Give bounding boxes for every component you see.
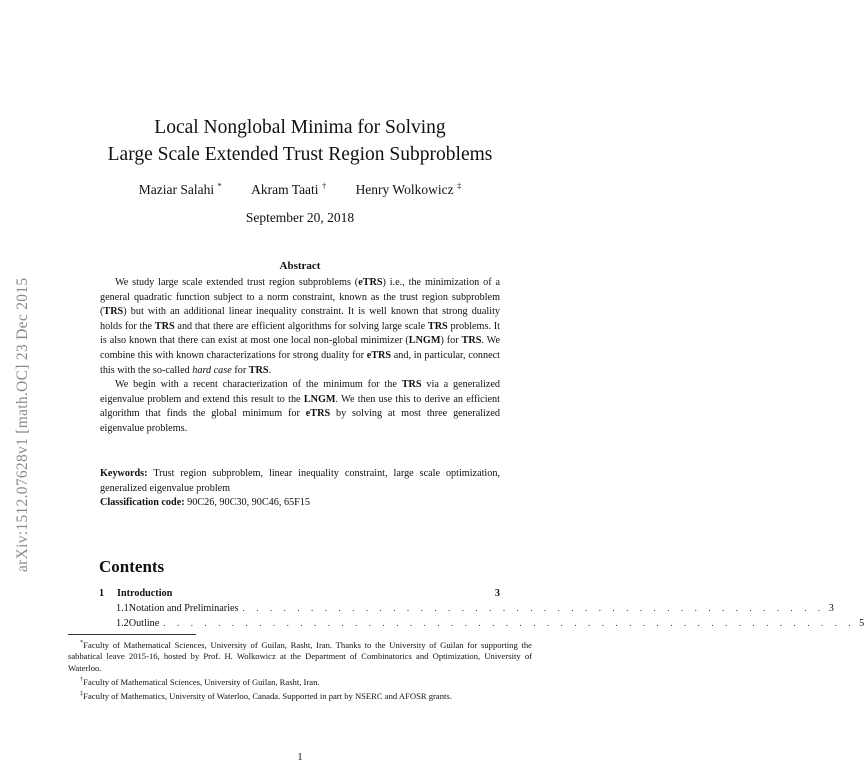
abstract-emphasis: hard case — [192, 364, 232, 376]
abstract-term: LNGM — [303, 393, 336, 405]
arxiv-stamp — [14, 172, 32, 572]
keywords-block — [100, 467, 500, 511]
footnote-mark: † — [80, 676, 84, 684]
abstract-body — [100, 276, 500, 437]
toc-page: 3 — [828, 603, 834, 614]
footnote-rule — [68, 634, 196, 635]
keywords-label: Keywords: — [100, 468, 148, 479]
author-3 — [356, 182, 462, 197]
title-line-1: Local Nonglobal Minima for Solving — [154, 117, 446, 138]
toc-entry-notation[interactable] — [99, 603, 834, 618]
abstract-text: ) for — [440, 335, 462, 347]
contents-heading: Contents — [99, 557, 165, 576]
abstract-term: LNGM — [408, 335, 441, 347]
abstract-text: . — [268, 364, 272, 376]
footnote-mark: * — [80, 639, 84, 646]
abstract-text: We begin with a recent characterization of the minimum for the — [115, 379, 402, 391]
author-1 — [139, 182, 222, 197]
abstract-paragraph-1 — [100, 276, 500, 378]
abstract-term: eTRS — [305, 408, 331, 420]
author-name: Maziar Salahi — [138, 181, 215, 197]
keywords-text: Trust region subproblem, linear inequality constraint, large scale optimization, generalized eigenvalue problem — [100, 468, 500, 494]
footnotes — [68, 637, 532, 703]
abstract-term: TRS — [248, 364, 269, 376]
toc-label: Outline — [128, 618, 160, 629]
toc-number: 1 — [99, 588, 105, 599]
page-number: 1 — [297, 752, 303, 763]
toc-page: 3 — [494, 588, 500, 599]
abstract-term: TRS — [401, 379, 422, 391]
toc-leader: . . . . . . . . . . . . . . . . . . . . . . . . . . . . . . . . . . . . . . . . . . . . . . . . . . . — [163, 618, 856, 628]
footnote-2 — [68, 674, 532, 688]
classification-label: Classification code: — [100, 497, 185, 509]
author-mark: † — [321, 180, 327, 190]
abstract-text: for — [231, 364, 249, 376]
author-name: Akram Taati — [251, 181, 319, 197]
footnote-mark: ‡ — [80, 690, 84, 698]
toc-leader: . . . . . . . . . . . . . . . . . . . . . . . . . . . . . . . . . . . . . . . . . . . — [242, 603, 825, 613]
abstract-text: We study large scale extended trust region subproblems ( — [115, 277, 359, 288]
footnote-3 — [68, 688, 532, 702]
toc-page: 5 — [859, 618, 864, 629]
abstract-heading: Abstract — [279, 260, 321, 272]
toc-number: 1.2 — [116, 618, 129, 629]
footnote-text: Faculty of Mathematics, University of Waterloo, Canada. Supported in part by NSERC and AFOSR grants. — [83, 691, 452, 702]
title-line-2: Large Scale Extended Trust Region Subproblems — [107, 144, 493, 165]
author-2 — [251, 182, 326, 197]
abstract-text: by solving at most three generalized eigenvalue problems. — [100, 408, 501, 434]
classification-line — [100, 496, 500, 511]
toc-entry-introduction[interactable] — [99, 588, 500, 603]
footnote-text: Faculty of Mathematical Sciences, University of Guilan, Rasht, Iran. — [83, 676, 320, 687]
abstract-term: TRS — [427, 320, 448, 332]
paper-title — [0, 114, 600, 168]
abstract-term: eTRS — [366, 349, 392, 361]
author-mark: * — [217, 180, 222, 190]
arxiv-stamp-text: arXiv:1512.07628v1 [math.OC] 23 Dec 2015 — [14, 277, 31, 572]
toc-label: Notation and Preliminaries — [128, 603, 239, 614]
footnote-1 — [68, 637, 532, 674]
abstract-text: and, in particular, connect this with the so-called — [100, 349, 500, 376]
author-name: Henry Wolkowicz — [355, 181, 454, 197]
toc-label: Introduction — [117, 588, 173, 599]
keywords-line — [100, 467, 500, 496]
abstract-text: and that there are efficient algorithms for solving large scale — [174, 320, 428, 332]
abstract-text: ) but with an additional linear inequality constraint. It is well known that strong duality holds for the — [100, 306, 500, 332]
abstract-term: TRS — [154, 320, 175, 332]
abstract-text: ) i.e., the minimization of a general quadratic function subject to a norm constraint, known as the trust region subproblem ( — [100, 277, 500, 318]
abstract-term: eTRS — [358, 277, 383, 288]
toc-number: 1.1 — [116, 603, 129, 614]
abstract-text: via a generalized eigenvalue problem and extend this result to the — [100, 379, 500, 405]
abstract-text: . We then use this to derive an efficient algorithm that finds the global minimum for — [100, 393, 500, 420]
author-list — [0, 180, 600, 198]
abstract-paragraph-2 — [100, 378, 500, 436]
abstract-term: TRS — [461, 335, 482, 347]
classification-text: 90C26, 90C30, 90C46, 65F15 — [184, 497, 310, 509]
table-of-contents — [99, 588, 864, 633]
paper-date: September 20, 2018 — [245, 210, 355, 225]
author-mark: ‡ — [456, 180, 462, 190]
abstract-term: TRS — [103, 306, 124, 318]
abstract-text: problems. It is also known that there can exist at most one local non-global minimizer ( — [100, 320, 501, 347]
footnote-text: Faculty of Mathematical Sciences, University of Guilan, Rasht, Iran. Thanks to the University of Guilan for supporting the sabbatical leave 2015-16, hosted by Prof. H. Wolkowicz at the Department of Combinatorics and Optimization, University of Waterloo. — [68, 639, 532, 673]
toc-entry-outline[interactable] — [99, 618, 864, 633]
abstract-text: . We combine this with known characterizations for strong duality for — [100, 335, 500, 361]
